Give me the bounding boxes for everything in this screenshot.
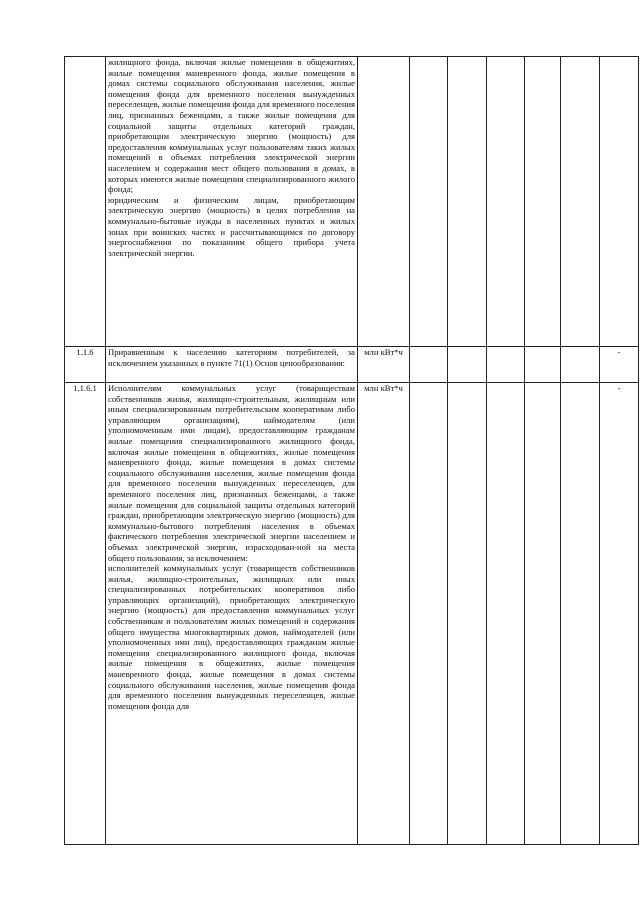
table-cell [561,383,600,845]
table-cell [410,383,448,845]
row-number [65,57,106,347]
row-value: - [600,383,639,845]
table-cell [448,347,487,383]
table-cell [525,383,561,845]
table-cell [525,57,561,347]
table-cell [561,57,600,347]
row-unit: млн кВт*ч [358,347,410,383]
table-cell [487,347,525,383]
row-value [600,57,639,347]
table-cell [410,347,448,383]
row-description [106,347,358,383]
row-number: 1.1.6 [65,347,106,383]
row-paragraph: Приравненным к населению категориям потребителей, за исключением указанных в пункте 71(1) Основ ценообразования: [108,347,355,368]
table-row [65,383,639,845]
row-paragraph: Исполнителям коммунальных услуг (товариществам собственников жилья, жилищно-строительным, жилищным или иным специализированным потребительским кооперативам либо управляющим организациям), наймодателям (или уполномоченным ими лицам), предоставляющим гражданам жилые помещения специализированного жилищного фонда, включая жилые помещения в общежитиях, жилые помещения маневренного фонда, жилые помещения в домах системы социального обслуживания населения, жилые помещения фонда для временного поселения вынужденных переселенцев, для временного поселения лиц, признанных беженцами, а также жилые помещения для социальной защиты отдельных категорий граждан, приобретающим электрическую энергию (мощность) для коммунально-бытового потребления населения в объемах фактического потребления электрической энергии населением и объемах электрической энергии, израсходован-ной на места общего пользования, за исключением: [108,383,355,563]
row-paragraph: исполнителей коммунальных услуг (товариществ собственников жилья, жилищно-строительных, жилищных или иных специализированных потребительских кооперативов либо управляющих организаций), приобретающих электрическую энергию (мощность) для предоставления коммунальных услуг собственникам и пользователям жилых помещений и содержания общего имущества многоквартирных домов, наймодателей (или уполномоченных ими лиц), предоставляющих гражданам жилые помещения специализированного жилищного фонда, включая жилые помещения в общежитиях, жилые помещения маневренного фонда, жилые помещения в домах системы социального обслуживания населения, жилые помещения фонда для временного поселения вынужденных переселенцев, жилые помещения фонда для [108,563,355,711]
table-cell [448,383,487,845]
row-number: 1.1.6.1 [65,383,106,845]
tariff-table [64,56,639,845]
row-paragraph: жилищного фонда, включая жилые помещения в общежитиях, жилые помещения маневренного фонда, жилые помещения в домах системы социального обслуживания населения, жилые помещения фонда для временного поселения вынужденных переселенцев, жилые помещения фонда для временного поселения лиц, признанных беженцами, а также жилые помещения для социальной защиты отдельных категорий граждан, приобретающим электрическую энергию (мощность) для предоставления коммунальных услуг пользователям таких жилых помещений в объемах потребления электрической энергии населением и содержания мест общего пользования в домах, в которых имеются жилые помещения специализированного жилого фонда; [108,57,355,195]
table-row [65,347,639,383]
table-cell [487,57,525,347]
table-cell [561,347,600,383]
row-paragraph: юридическим и физическим лицам, приобретающим электрическую энергию (мощность) в целях потребления на коммунально-бытовые нужды в населенных пунктах и жилых зонах при воинских частях и рассчитывающимся по договору энергоснабжения по показаниям общего прибора учета электрической энергии. [108,194,355,258]
row-description [106,57,358,347]
row-value: - [600,347,639,383]
table-cell [487,383,525,845]
row-unit: млн кВт*ч [358,383,410,845]
table-cell [525,347,561,383]
row-description [106,383,358,845]
table-row [65,57,639,347]
table-cell [448,57,487,347]
row-unit [358,57,410,347]
table-cell [410,57,448,347]
